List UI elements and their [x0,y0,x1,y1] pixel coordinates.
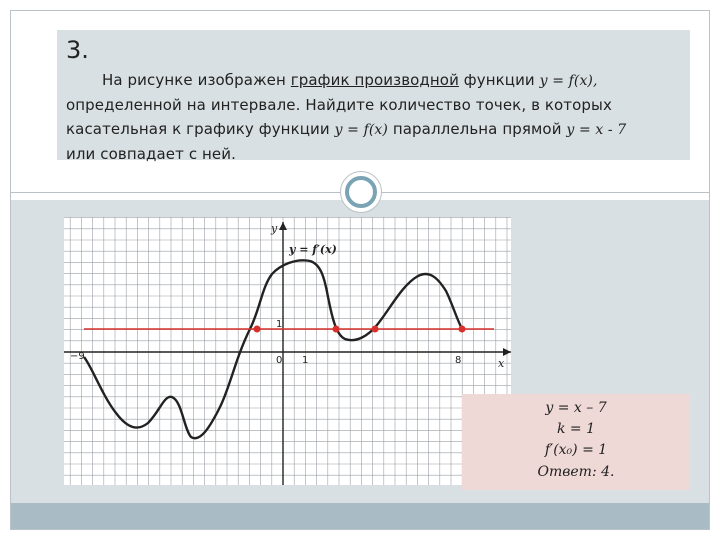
problem-statement [66,68,688,166]
origin-label: 0 [276,355,283,366]
line-equation: y = x - 7 [566,122,627,138]
intersection-point [459,326,466,333]
intersection-point [254,326,261,333]
problem-text-1b: функции [458,71,540,89]
answer-line-equation: y = x – 7 [545,400,607,416]
answer-result: Ответ: 4. [537,464,615,480]
function-notation-2: y = f(x) [334,122,388,138]
problem-number: 3. [66,36,89,64]
derivative-graph [64,217,511,485]
problem-text-2: определенной на интервале. Найдите количество точек, в которых [66,96,612,114]
y-axis-label: y [271,222,278,235]
problem-text-3b: параллельна прямой [387,120,567,138]
graph-background [64,217,511,485]
x-axis-label: x [498,357,505,370]
answer-slope: k = 1 [556,421,596,437]
problem-text-1a: На рисунке изображен [102,71,291,89]
problem-text-4: или совпадает с ней. [66,145,236,163]
y-tick-1-label: 1 [276,319,283,330]
answer-derivative-value: f′(x₀) = 1 [544,442,608,458]
function-notation: y = f(x), [539,73,598,89]
footer-strip [11,503,709,529]
x-tick-1-label: 1 [302,355,309,366]
x-max-label: 8 [455,355,462,366]
intersection-point [333,326,340,333]
ring-icon [345,176,377,208]
intersection-point [372,326,379,333]
problem-text-3a: касательная к графику функции [66,120,335,138]
x-min-label: −9 [70,351,85,362]
curve-label: y = f′(x) [289,243,337,256]
derivative-graph-phrase: график производной [290,71,459,89]
